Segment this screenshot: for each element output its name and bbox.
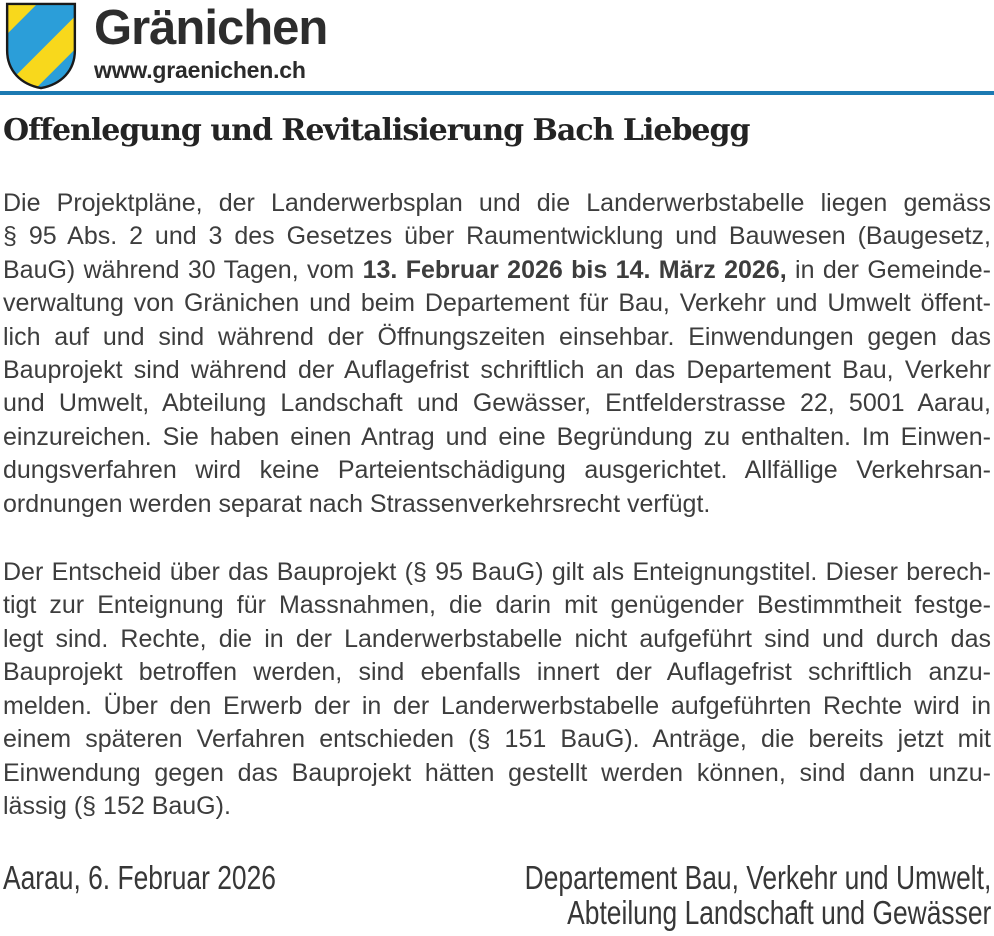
text-segment: und Umwelt, Abteilung Landschaft und Gewässer, Entfelderstrasse 22, 5001 Aarau,: [3, 389, 991, 418]
text-line: [3, 623, 991, 656]
notice-main: [3, 112, 991, 930]
municipality-website: www.graenichen.ch: [94, 57, 306, 83]
paragraph: [3, 556, 991, 823]
text-segment: Bauprojekt sind während der Auflagefrist schriftlich an das Departement Bau, Verkehr: [3, 356, 991, 385]
issuing-authority: [408, 860, 991, 930]
municipal-coat-of-arms-icon: [4, 2, 78, 91]
divider-rule: [0, 91, 994, 95]
text-segment: einzureichen. Sie haben einen Antrag und eine Begründung zu enthalten. Im Einwen-: [3, 422, 991, 451]
text-line: [3, 387, 991, 420]
place-date: [3, 860, 344, 896]
text-line: [3, 790, 991, 823]
signoff: [3, 860, 991, 930]
text-segment: verwaltung von Gränichen und beim Departement für Bau, Verkehr und Umwelt öffent-: [3, 289, 991, 318]
text-segment: legt sind. Rechte, die in der Landerwerbstabelle nicht aufgeführt sind und durch das: [3, 624, 991, 653]
text-line: [3, 220, 991, 253]
authority-line-1: Departement Bau, Verkehr und Umwelt,: [524, 859, 991, 897]
text-line: [3, 757, 991, 790]
municipality-name: Gränichen: [94, 1, 328, 55]
masthead-text: [94, 2, 327, 82]
text-line: [3, 723, 991, 756]
text-segment: Der Entscheid über das Bauprojekt (§ 95 BauG) gilt als Enteignungstitel. Dieser berech-: [3, 558, 991, 587]
text-segment: § 95 Abs. 2 und 3 des Gesetzes über Raumentwicklung und Bauwesen (Baugesetz,: [3, 222, 991, 251]
notice-title: Offenlegung und Revitalisierung Bach Liebegg: [3, 113, 750, 148]
bold-text-segment: 13. Februar 2026 bis 14. März 2026,: [362, 255, 787, 284]
text-line: [3, 421, 991, 454]
text-segment: Die Projektpläne, der Landerwerbsplan und die Landerwerbstabelle liegen gemäss: [3, 189, 991, 217]
notice-body: [3, 187, 991, 823]
text-segment: lässig (§ 152 BauG).: [3, 791, 231, 820]
text-line: [3, 454, 991, 487]
place-date-text: Aarau, 6. Februar 2026: [3, 859, 276, 897]
text-line: [3, 690, 991, 723]
masthead: [3, 0, 991, 91]
text-segment: lich auf und sind während der Öffnungszeiten einsehbar. Einwendungen gegen das: [3, 322, 991, 351]
paragraph: [3, 187, 991, 521]
text-segment: einem späteren Verfahren entschieden (§ 151 BauG). Anträge, die bereits jetzt mit: [3, 725, 991, 754]
text-line: [3, 321, 991, 354]
text-segment: ordnungen werden separat nach Strassenverkehrsrecht verfügt.: [3, 489, 711, 518]
text-segment: in der Gemeinde-: [786, 255, 992, 284]
text-line: [3, 556, 991, 589]
text-line: [3, 287, 991, 320]
text-segment: tigt zur Enteignung für Massnahmen, die darin mit genügender Bestimmtheit festge-: [3, 591, 991, 620]
text-line: [3, 656, 991, 689]
text-segment: Einwendung gegen das Bauprojekt hätten gestellt werden können, sind dann unzu-: [3, 758, 991, 787]
text-segment: BauG) während 30 Tagen, vom: [3, 255, 363, 284]
authority-line-2: Abteilung Landschaft und Gewässer: [566, 894, 991, 932]
text-line: [3, 354, 991, 387]
text-segment: Bauprojekt betroffen werden, sind ebenfalls innert der Auflagefrist schriftlich anzu-: [3, 658, 991, 687]
text-line: [3, 488, 991, 521]
text-segment: dungsverfahren wird keine Parteientschädigung ausgerichtet. Allfällige Verkehrsan-: [3, 456, 991, 485]
text-segment: melden. Über den Erwerb der in der Landerwerbstabelle aufgeführten Rechte wird in: [3, 691, 991, 720]
text-line: [3, 589, 991, 622]
text-line: [3, 254, 991, 287]
text-line: [3, 187, 991, 220]
